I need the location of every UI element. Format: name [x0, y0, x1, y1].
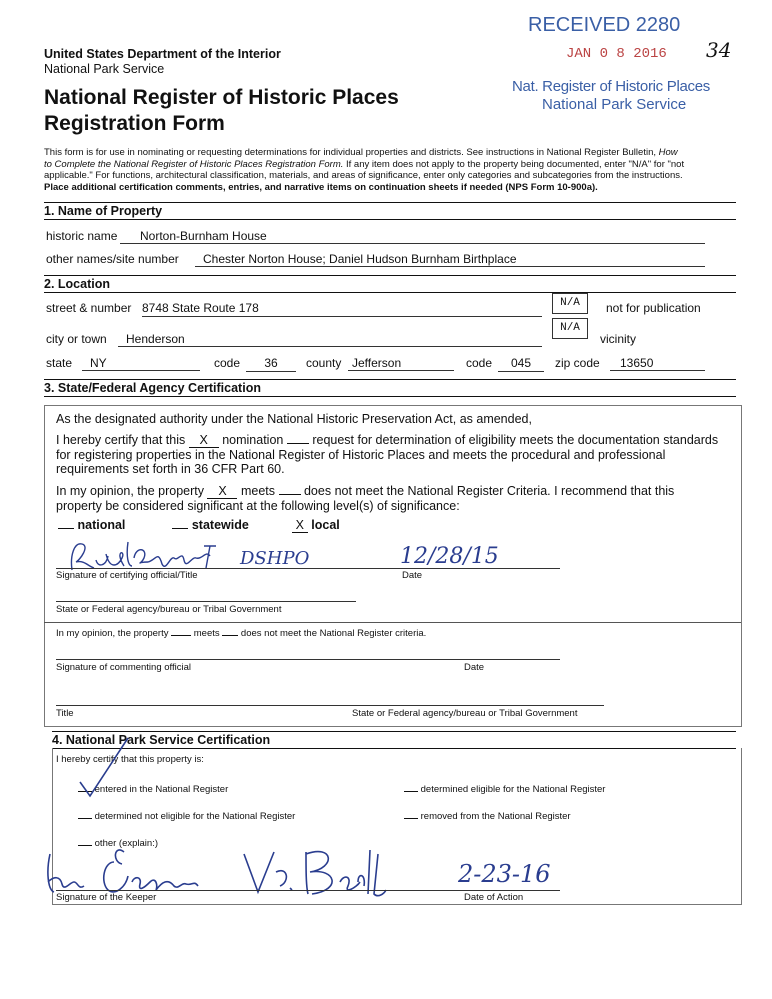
certifying-signature-line — [56, 568, 560, 569]
received-date: JAN 0 8 2016 — [566, 46, 667, 62]
commenting-agency-label: State or Federal agency/bureau or Tribal Government — [352, 708, 578, 719]
keeper-signature-line — [56, 890, 560, 891]
section3-divider — [44, 622, 741, 623]
commenting-signature-line — [56, 659, 560, 660]
nomination-check[interactable]: X — [189, 433, 219, 448]
option-determined-eligible[interactable]: determined eligible for the National Register — [404, 784, 605, 795]
zip-label: zip code — [555, 356, 600, 370]
section4-certify-text: I hereby certify that this property is: — [56, 754, 204, 765]
city-field[interactable]: Henderson — [118, 332, 542, 347]
other-names-label: other names/site number — [46, 252, 179, 266]
commenting-signature-label: Signature of commenting official — [56, 662, 192, 673]
section4-heading: 4. National Park Service Certification — [52, 731, 736, 747]
section1-heading: 1. Name of Property — [44, 202, 736, 218]
date-of-action-label: Date of Action — [464, 892, 524, 903]
historic-name-label: historic name — [46, 229, 118, 243]
city-label: city or town — [46, 332, 107, 346]
county-label: county — [306, 356, 342, 370]
section2-rule — [44, 292, 736, 293]
form-title-line1: National Register of Historic Places — [44, 86, 399, 109]
state-code-label: code — [214, 356, 241, 370]
commenting-title-line — [56, 705, 604, 706]
certifying-signature-label: Signature of certifying official/Title — [56, 570, 198, 581]
county-code-field[interactable]: 045 — [498, 356, 544, 372]
commenting-date-label: Date — [464, 662, 485, 673]
does-not-meet-check[interactable] — [279, 494, 301, 495]
stamp-nps-line: National Park Service — [542, 96, 687, 113]
intro-text: This form is for use in nominating or requesting determinations for individual properties and districts. See instructions in National Register Bulletin, How to Complete the National Register of Historic Places Registration Form. If any item does not apply to the property being documented, enter "N/A" for "not applicable." For functions, architectural classification, materials, and areas of significance, enter only categories and subcategories from the instructions. Place additional certification comments, entries, and narrative items on continuation sheets if needed (NPS Form 10-900a). — [44, 147, 685, 193]
agency-name: National Park Service — [44, 62, 165, 76]
stamp-register-line: Nat. Register of Historic Places — [512, 78, 710, 95]
meets-check[interactable]: X — [207, 484, 237, 499]
form-title-line2: Registration Form — [44, 112, 225, 135]
date-of-action-handwritten: 2-23-16 — [458, 860, 551, 888]
authority-text: As the designated authority under the National Historic Preservation Act, as amended, — [56, 412, 532, 426]
agency-label: State or Federal agency/bureau or Tribal Government — [56, 604, 282, 615]
statewide-check[interactable] — [172, 528, 188, 529]
opinion-paragraph: In my opinion, the property X meets does not meet the National Register Criteria. I recommend that this property be considered significant at the following level(s) of significance: — [56, 484, 675, 513]
option-other[interactable]: other (explain:) — [78, 838, 158, 849]
county-field[interactable]: Jefferson — [348, 356, 454, 371]
certifying-date-label: Date — [402, 570, 423, 581]
section1-rule — [44, 219, 736, 220]
not-for-publication-label: not for publication — [606, 301, 701, 315]
vicinity-label: vicinity — [600, 332, 637, 346]
significance-levels: national statewide X local — [58, 518, 340, 533]
zip-field[interactable]: 13650 — [610, 356, 705, 371]
option-entered[interactable]: entered in the National Register — [78, 784, 228, 795]
keeper-signature-label: Signature of the Keeper — [56, 892, 157, 903]
section3-rule — [44, 396, 736, 397]
comment-opinion-text: In my opinion, the property meets does not meet the National Register criteria. — [56, 628, 427, 639]
vicinity-box[interactable]: N/A — [552, 318, 588, 339]
comment-does-not-meet-check[interactable] — [222, 635, 238, 636]
agency-line — [56, 601, 356, 602]
commenting-title-label: Title — [56, 708, 74, 719]
county-code-label: code — [466, 356, 493, 370]
certifying-date-handwritten: 12/28/15 — [400, 544, 499, 569]
department-name: United States Department of the Interior — [44, 47, 281, 61]
state-code-field[interactable]: 36 — [246, 356, 296, 372]
page-number: 34 — [706, 38, 732, 62]
state-field[interactable]: NY — [82, 356, 200, 371]
street-label: street & number — [46, 301, 132, 315]
entered-checkmark — [70, 734, 140, 804]
other-names-field[interactable]: Chester Norton House; Daniel Hudson Burnham Birthplace — [195, 252, 705, 267]
not-for-publication-box[interactable]: N/A — [552, 293, 588, 314]
option-removed[interactable]: removed from the National Register — [404, 811, 571, 822]
street-field[interactable]: 8748 State Route 178 — [142, 301, 542, 317]
section2-heading: 2. Location — [44, 275, 736, 291]
national-check[interactable] — [58, 528, 74, 529]
certifying-title-handwritten: DSHPO — [240, 548, 310, 569]
state-label: state — [46, 356, 73, 370]
received-stamp: RECEIVED 2280 — [528, 14, 681, 36]
option-not-eligible[interactable]: determined not eligible for the National Register — [78, 811, 295, 822]
request-check[interactable] — [287, 443, 309, 444]
certify-paragraph: I hereby certify that this X nomination request for determination of eligibility meets the documentation standards for registering properties in the National Register of Historic Places and meets the procedural and professional requirements set forth in 36 CFR Part 60. — [56, 433, 719, 476]
local-check[interactable]: X — [292, 518, 308, 533]
comment-meets-check[interactable] — [171, 635, 191, 636]
section3-heading: 3. State/Federal Agency Certification — [44, 379, 736, 395]
historic-name-field[interactable]: Norton-Burnham House — [120, 229, 705, 244]
